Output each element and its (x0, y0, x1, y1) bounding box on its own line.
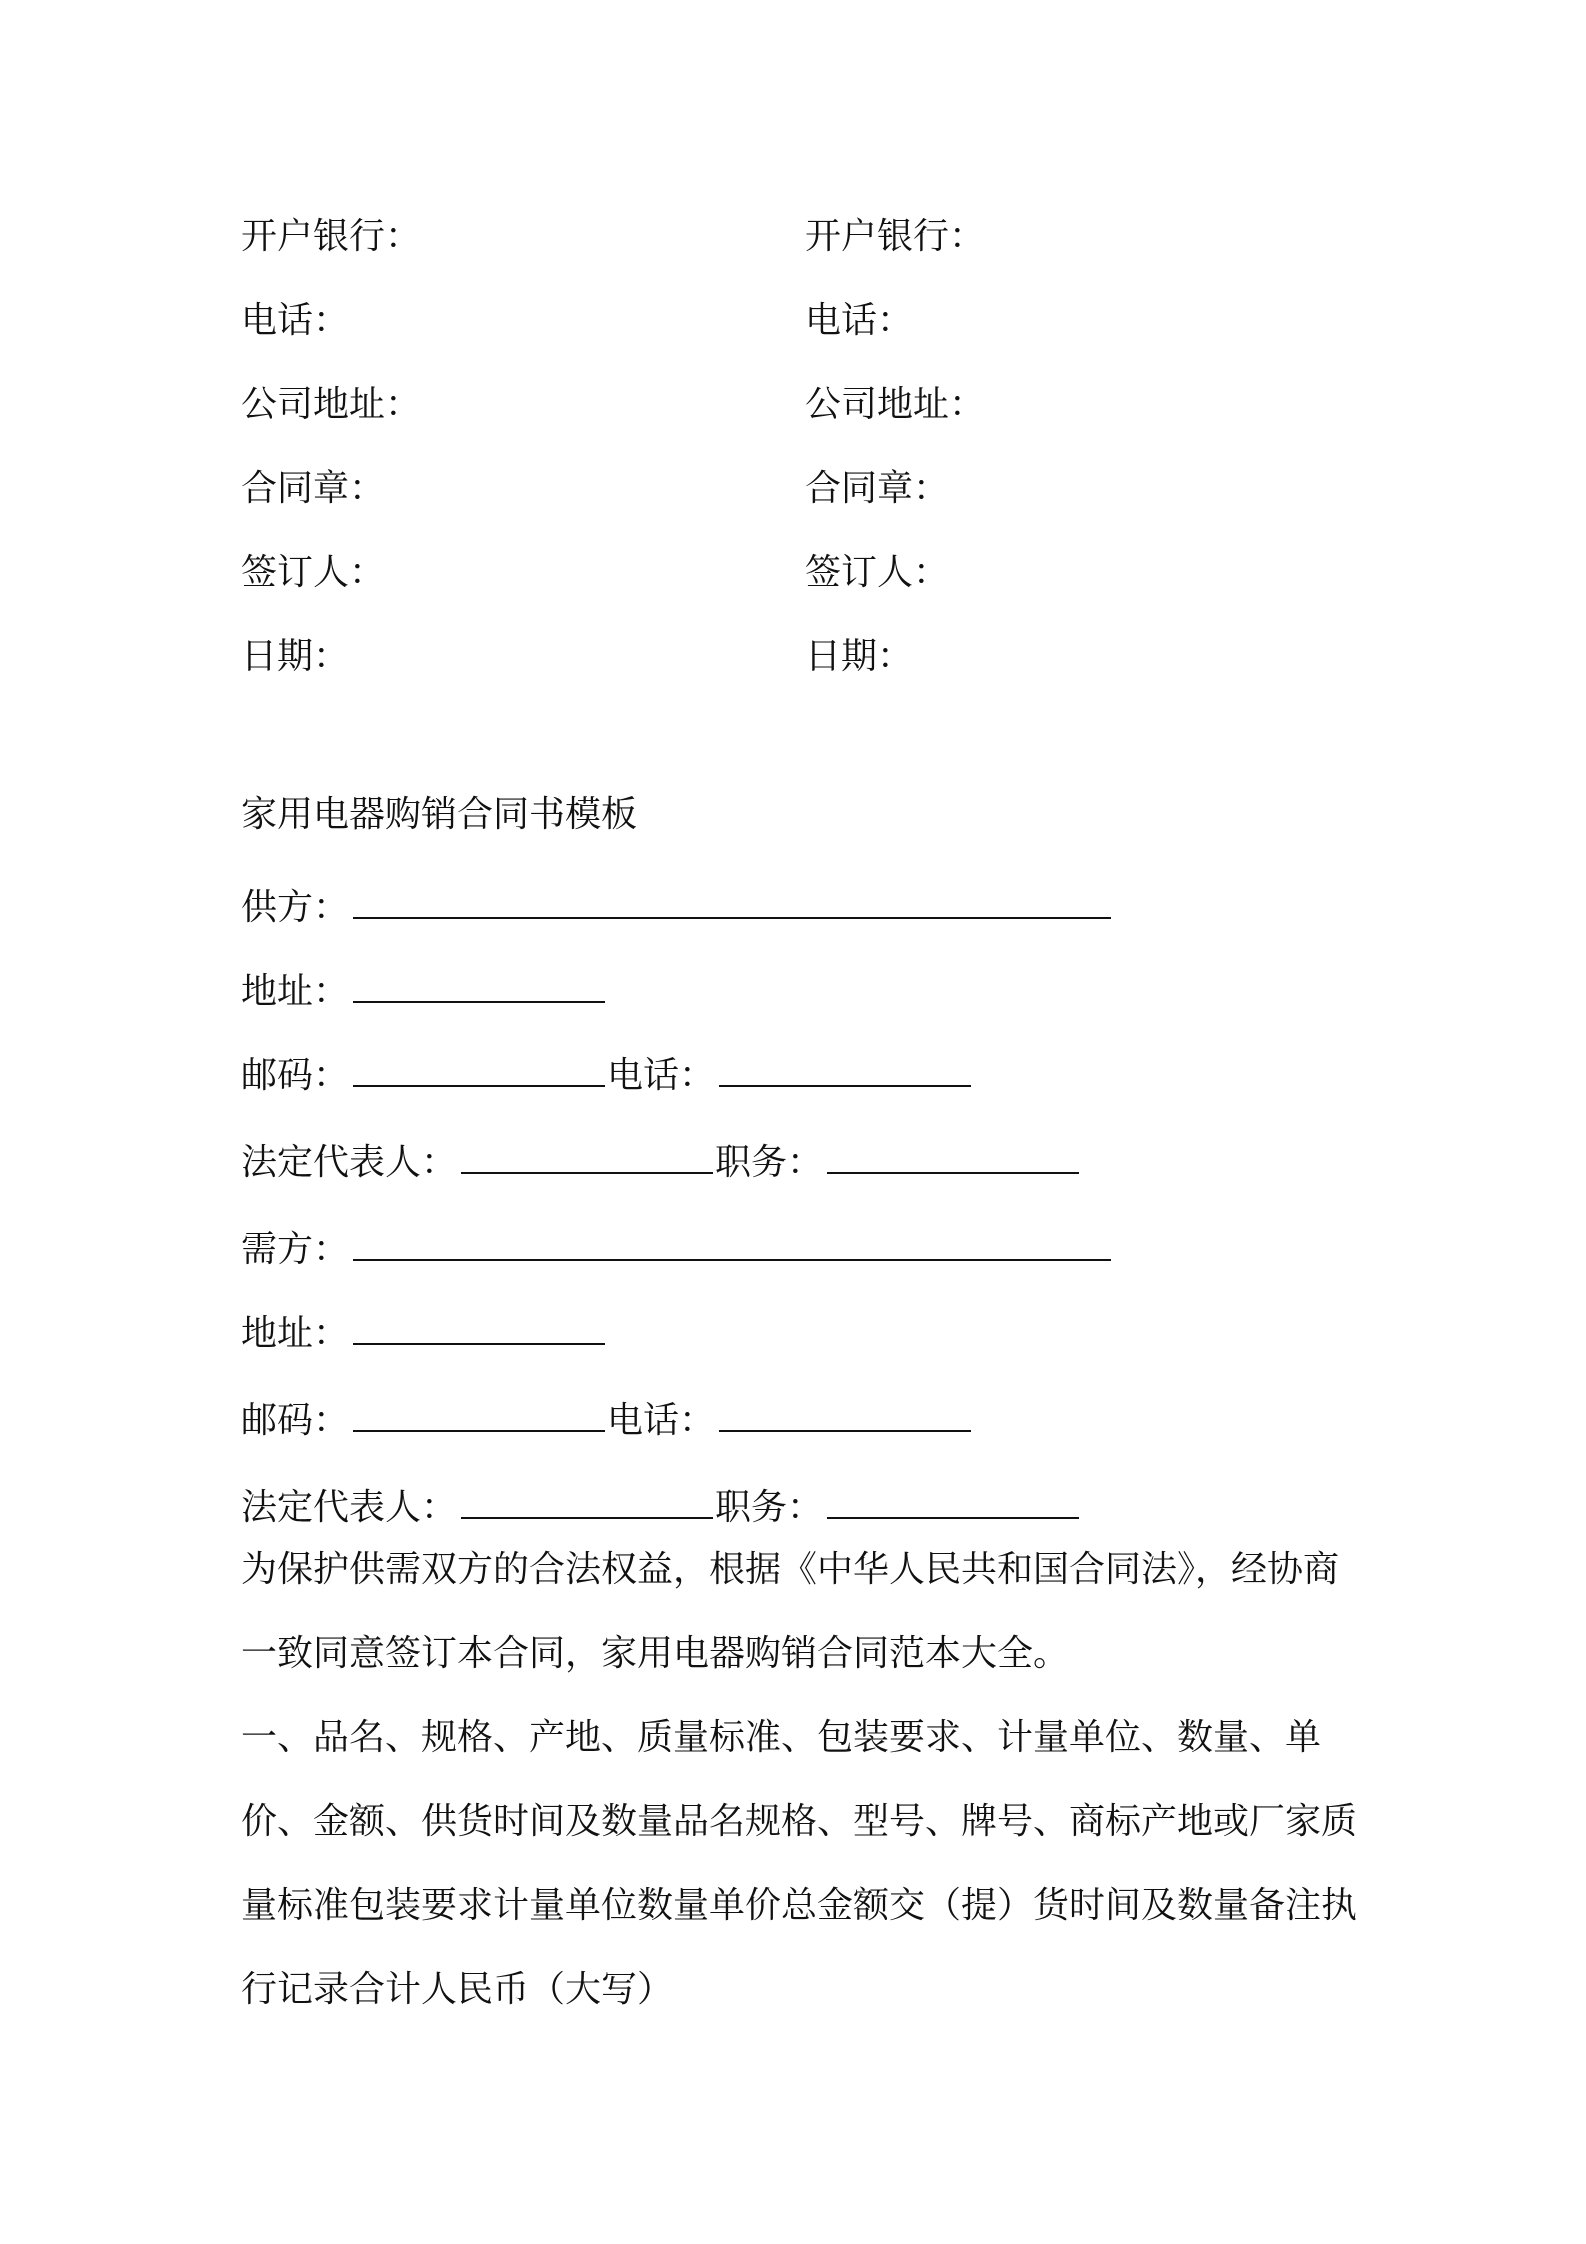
supplier-rep-label: 法定代表人： (241, 1142, 458, 1183)
buyer-title-blank (827, 1483, 1079, 1519)
supplier-postcode-label: 邮码： (241, 1055, 350, 1096)
buyer-rep-blank (461, 1483, 713, 1519)
party-b-seal-label: 合同章： (805, 468, 950, 509)
signature-block (241, 195, 1361, 699)
supplier-address-blank (353, 967, 605, 1003)
supplier-rep-blank (461, 1138, 713, 1174)
party-a-phone-label: 电话： (241, 300, 350, 341)
party-b-date-label: 日期： (805, 636, 914, 677)
supplier-phone-label: 电话： (607, 1055, 716, 1096)
party-b-signer-label: 签订人： (805, 552, 950, 593)
buyer-address-blank (353, 1309, 605, 1345)
supplier-postcode-blank (353, 1051, 605, 1087)
supplier-phone-blank (719, 1051, 971, 1087)
party-fields (241, 866, 1361, 1550)
supplier-name-line (241, 866, 1361, 950)
buyer-rep-label: 法定代表人： (241, 1487, 458, 1528)
supplier-address-label: 地址： (241, 971, 350, 1012)
buyer-postcode-label: 邮码： (241, 1400, 350, 1441)
party-b-bank-label: 开户银行： (805, 216, 986, 257)
buyer-contact-line (241, 1376, 1361, 1466)
buyer-address-line (241, 1292, 1361, 1376)
party-a-seal-label: 合同章： (241, 468, 386, 509)
clause-1-paragraph: 一、品名、规格、产地、质量标准、包装要求、计量单位、数量、单价、金额、供货时间及数量品名规格、型号、牌号、商标产地或厂家质量标准包装要求计量单位数量单价总金额交（提）货时间及数量备注执行记录合计人民币（大写） (241, 1717, 1358, 2010)
buyer-address-label: 地址： (241, 1313, 350, 1354)
intro-paragraph: 为保护供需双方的合法权益，根据《中华人民共和国合同法》，经协商一致同意签订本合同，家用电器购销合同范本大全。 (241, 1549, 1340, 1674)
buyer-name-line (241, 1208, 1361, 1292)
party-b-phone-label: 电话： (805, 300, 914, 341)
contract-body (241, 1528, 1361, 2032)
buyer-postcode-blank (353, 1396, 605, 1432)
buyer-title-label: 职务： (715, 1487, 824, 1528)
supplier-name-label: 供方： (241, 887, 350, 928)
party-a-date-label: 日期： (241, 636, 350, 677)
supplier-address-line (241, 950, 1361, 1034)
document-title: 家用电器购销合同书模板 (241, 794, 638, 835)
supplier-rep-line (241, 1118, 1361, 1208)
supplier-title-blank (827, 1138, 1079, 1174)
buyer-name-blank (353, 1225, 1111, 1261)
party-a-address-label: 公司地址： (241, 384, 422, 425)
buyer-name-label: 需方： (241, 1229, 350, 1270)
supplier-name-blank (353, 883, 1111, 919)
party-b-address-label: 公司地址： (805, 384, 986, 425)
party-a-signer-label: 签订人： (241, 552, 386, 593)
buyer-phone-label: 电话： (607, 1400, 716, 1441)
supplier-contact-line (241, 1034, 1361, 1118)
party-a-bank-label: 开户银行： (241, 216, 422, 257)
supplier-title-label: 职务： (715, 1142, 824, 1183)
buyer-phone-blank (719, 1396, 971, 1432)
